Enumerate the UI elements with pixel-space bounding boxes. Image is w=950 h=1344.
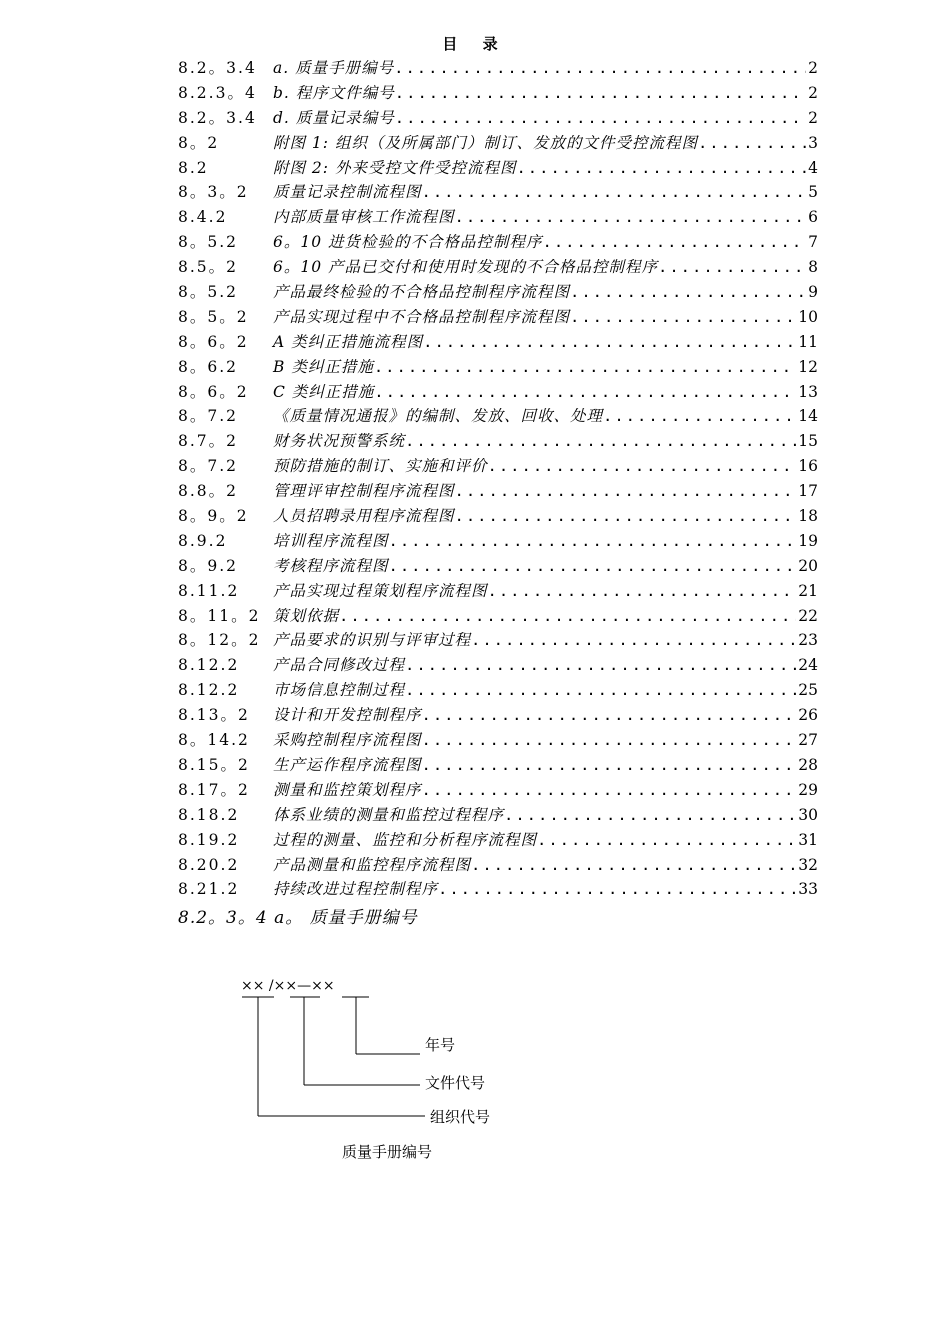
- toc-entry-number: 8。9。2: [178, 507, 249, 526]
- toc-dot-leader: [422, 728, 797, 753]
- toc-entry-title: a. 质量手册编号: [273, 59, 395, 77]
- toc-dot-leader: [471, 853, 796, 878]
- label-organization-code: 组织代号: [430, 1108, 491, 1126]
- toc-entry[interactable]: [178, 678, 818, 703]
- toc-dot-leader: [389, 554, 797, 579]
- toc-dot-leader: [405, 429, 796, 454]
- toc-entry-page: 4: [808, 158, 818, 177]
- toc-entry-page: 24: [798, 656, 818, 675]
- toc-entry-number: 8。9.2: [178, 556, 239, 575]
- toc-entry[interactable]: [178, 877, 818, 902]
- code-format: ×× /××—××: [241, 978, 335, 994]
- toc-entry[interactable]: [178, 628, 818, 653]
- toc-entry-page: 18: [798, 507, 818, 526]
- toc-entry-title: 生产运作程序流程图: [273, 755, 422, 774]
- toc-entry-title: A 类纠正措施流程图: [273, 332, 424, 351]
- toc-entry-number: 8.12.2: [178, 681, 240, 700]
- toc-entry-title: 持续改进过程控制程序: [273, 880, 439, 899]
- toc-entry-number: 8.5。2: [178, 258, 239, 277]
- toc-dot-leader: [422, 778, 797, 803]
- toc-entry[interactable]: [178, 429, 818, 454]
- toc-entry[interactable]: [178, 753, 818, 778]
- toc-entry-page: 32: [798, 855, 818, 874]
- toc-entry-page: 9: [808, 283, 818, 302]
- toc-dot-leader: [374, 355, 796, 380]
- toc-entry-number: 8.2。3.4: [178, 108, 257, 127]
- toc-dot-leader: [405, 653, 796, 678]
- toc-entry-number: 8.17。2: [178, 780, 250, 799]
- toc-dot-leader: [389, 529, 797, 554]
- toc-entry[interactable]: [178, 778, 818, 803]
- toc-entry[interactable]: [178, 255, 818, 280]
- toc-entry-number: 8.21.2: [178, 880, 240, 899]
- toc-entry-number: 8。7.2: [178, 457, 239, 476]
- toc-dot-leader: [471, 628, 796, 653]
- toc-entry[interactable]: [178, 180, 818, 205]
- section-heading: 8.2。3。4 a。 质量手册编号: [178, 908, 418, 928]
- toc-entry-title: 6。10 进货检验的不合格品控制程序: [273, 233, 543, 252]
- toc-entry-title: B 类纠正措施: [273, 357, 374, 376]
- toc-dot-leader: [603, 404, 796, 429]
- toc-entry-title: 附图 1: 组织（及所属部门）制订、发放的文件受控流程图: [273, 133, 698, 152]
- toc-entry-title: 人员招聘录用程序流程图: [273, 507, 455, 526]
- toc-entry-title: 《质量情况通报》的编制、发放、回收、处理: [273, 407, 604, 426]
- toc-entry[interactable]: [178, 106, 818, 131]
- toc-entry[interactable]: [178, 380, 818, 405]
- toc-entry-page: 28: [798, 755, 818, 774]
- toc-entry-number: 8.8。2: [178, 482, 239, 501]
- toc-dot-leader: [395, 106, 806, 131]
- toc-entry-number: 8。5.2: [178, 283, 239, 302]
- toc-entry-page: 13: [798, 382, 818, 401]
- toc-entry-number: 8.18.2: [178, 805, 240, 824]
- toc-entry-page: 23: [798, 631, 818, 650]
- toc-entry[interactable]: [178, 56, 818, 81]
- toc-entry-title: 策划依据: [273, 606, 340, 625]
- toc-dot-leader: [504, 803, 796, 828]
- toc-entry-page: 6: [808, 208, 818, 227]
- toc-entry-title: d. 质量记录编号: [273, 108, 395, 127]
- toc-entry-page: 12: [798, 357, 818, 376]
- toc-entry-page: 2: [808, 59, 818, 77]
- toc-dot-leader: [339, 604, 796, 629]
- diagram-caption: 质量手册编号: [342, 1143, 433, 1161]
- toc-entry-page: 2: [808, 108, 818, 127]
- toc-entry-number: 8.15。2: [178, 755, 250, 774]
- toc-entry-page: 5: [808, 183, 818, 202]
- toc-entry-number: 8。6。2: [178, 332, 249, 351]
- toc-entry[interactable]: [178, 803, 818, 828]
- toc-entry-number: 8。3。2: [178, 183, 249, 202]
- toc-entry-number: 8。6。2: [178, 382, 249, 401]
- toc-entry[interactable]: [178, 404, 818, 429]
- toc-entry[interactable]: [178, 504, 818, 529]
- toc-entry-title: 质量记录控制流程图: [273, 183, 422, 202]
- toc-dot-leader: [423, 330, 796, 355]
- toc-entry-page: 15: [798, 432, 818, 451]
- toc-entry[interactable]: [178, 703, 818, 728]
- toc-dot-leader: [570, 305, 796, 330]
- toc-dot-leader: [374, 380, 796, 405]
- label-document-code: 文件代号: [425, 1074, 486, 1092]
- toc-entry-page: 26: [798, 706, 818, 725]
- toc-dot-leader: [405, 678, 796, 703]
- toc-entry-title: 管理评审控制程序流程图: [273, 482, 455, 501]
- toc-dot-leader: [488, 454, 797, 479]
- toc-entry-number: 8.20.2: [178, 855, 240, 874]
- toc-dot-leader: [516, 156, 806, 181]
- toc-entry[interactable]: [178, 131, 818, 156]
- toc-entry-title: 采购控制程序流程图: [273, 731, 422, 750]
- toc-entry-title: C 类纠正措施: [273, 382, 375, 401]
- toc-dot-leader: [395, 81, 806, 106]
- toc-dot-leader: [422, 703, 797, 728]
- toc-entry-page: 14: [798, 407, 818, 426]
- toc-entry-title: 内部质量审核工作流程图: [273, 208, 455, 227]
- toc-dot-leader: [455, 504, 797, 529]
- toc-entry[interactable]: [178, 728, 818, 753]
- toc-dot-leader: [422, 180, 807, 205]
- toc-entry-title: 财务状况预警系统: [273, 432, 406, 451]
- toc-entry-page: 11: [798, 332, 818, 351]
- toc-entry[interactable]: [178, 156, 818, 181]
- toc-entry-number: 8.13。2: [178, 706, 250, 725]
- toc-entry[interactable]: [178, 853, 818, 878]
- toc-entry-page: 19: [798, 531, 818, 550]
- toc-entry[interactable]: [178, 81, 818, 106]
- toc-entry-title: 考核程序流程图: [273, 556, 389, 575]
- toc-entry-title: 市场信息控制过程: [273, 681, 406, 700]
- toc-entry-number: 8。7.2: [178, 407, 239, 426]
- toc-entry[interactable]: [178, 529, 818, 554]
- toc-entry-number: 8.4.2: [178, 208, 228, 227]
- toc-entry-title: 产品实现过程中不合格品控制程序流程图: [273, 307, 571, 326]
- toc-entry[interactable]: [178, 454, 818, 479]
- toc-entry-title: 测量和监控策划程序: [273, 780, 422, 799]
- toc-entry[interactable]: [178, 305, 818, 330]
- toc-entry-title: 产品测量和监控程序流程图: [273, 855, 472, 874]
- toc-entry-title: 6。10 产品已交付和使用时发现的不合格品控制程序: [273, 258, 659, 277]
- toc-dot-leader: [455, 205, 807, 230]
- toc-entry[interactable]: [178, 653, 818, 678]
- toc-entry-page: 33: [798, 880, 818, 899]
- toc-entry-number: 8。5。2: [178, 307, 249, 326]
- toc-entry-page: 2: [808, 83, 818, 102]
- toc-entry-title: 体系业绩的测量和监控过程程序: [273, 805, 505, 824]
- toc-entry-title: 预防措施的制订、实施和评价: [273, 457, 488, 476]
- toc-entry-number: 8。12。2: [178, 631, 261, 650]
- toc-entry[interactable]: [178, 604, 818, 629]
- toc-entry-page: 21: [798, 581, 818, 600]
- toc-dot-leader: [394, 56, 806, 81]
- toc-entry-number: 8.7。2: [178, 432, 239, 451]
- toc-entry-number: 8。11。2: [178, 606, 261, 625]
- toc-entry-number: 8。6.2: [178, 357, 239, 376]
- toc-entry-number: 8.2: [178, 158, 209, 177]
- toc-entry-number: 8.2。3.4: [178, 59, 257, 77]
- toc-entry-page: 3: [808, 133, 818, 152]
- toc-entry[interactable]: [178, 355, 818, 380]
- toc-title: 目 录: [442, 35, 508, 53]
- toc-entry-number: 8。14.2: [178, 731, 250, 750]
- toc-entry[interactable]: [178, 479, 818, 504]
- toc-entry-page: 29: [798, 780, 818, 799]
- toc-entry[interactable]: [178, 230, 818, 255]
- toc-entry-page: 7: [808, 233, 818, 252]
- table-of-contents: [178, 56, 818, 902]
- toc-entry-page: 10: [798, 307, 818, 326]
- toc-entry-title: 产品合同修改过程: [273, 656, 406, 675]
- toc-entry-page: 27: [798, 731, 818, 750]
- toc-entry[interactable]: [178, 579, 818, 604]
- toc-entry-page: 17: [798, 482, 818, 501]
- toc-dot-leader: [422, 753, 797, 778]
- toc-entry-number: 8.11.2: [178, 581, 240, 600]
- toc-dot-leader: [698, 131, 806, 156]
- toc-dot-leader: [455, 479, 797, 504]
- toc-dot-leader: [543, 230, 807, 255]
- toc-entry-page: 25: [798, 681, 818, 700]
- toc-entry[interactable]: [178, 280, 818, 305]
- toc-entry[interactable]: [178, 828, 818, 853]
- toc-dot-leader: [488, 579, 797, 604]
- toc-dot-leader: [438, 877, 796, 902]
- toc-entry-title: 产品要求的识别与评审过程: [273, 631, 472, 650]
- toc-entry-title: 过程的测量、监控和分析程序流程图: [273, 830, 538, 849]
- toc-entry-number: 8.19.2: [178, 830, 240, 849]
- toc-entry-page: 8: [808, 258, 818, 277]
- toc-dot-leader: [537, 828, 796, 853]
- toc-entry-page: 31: [798, 830, 818, 849]
- toc-entry-title: b. 程序文件编号: [273, 83, 395, 102]
- label-year: 年号: [425, 1036, 456, 1054]
- toc-entry-page: 16: [798, 457, 818, 476]
- toc-entry-page: 30: [798, 805, 818, 824]
- toc-entry[interactable]: [178, 554, 818, 579]
- toc-entry-number: 8。5.2: [178, 233, 239, 252]
- toc-dot-leader: [658, 255, 806, 280]
- toc-entry-number: 8.12.2: [178, 656, 240, 675]
- toc-entry[interactable]: [178, 330, 818, 355]
- toc-entry-page: 20: [798, 556, 818, 575]
- toc-entry-title: 产品最终检验的不合格品控制程序流程图: [273, 283, 571, 302]
- toc-entry-page: 22: [798, 606, 818, 625]
- toc-entry-title: 设计和开发控制程序: [273, 706, 422, 725]
- toc-entry-title: 培训程序流程图: [273, 531, 389, 550]
- toc-entry-number: 8。2: [178, 133, 220, 152]
- toc-entry-title: 附图 2: 外来受控文件受控流程图: [273, 158, 517, 177]
- toc-entry[interactable]: [178, 205, 818, 230]
- toc-entry-number: 8.2.3。4: [178, 83, 257, 102]
- toc-entry-number: 8.9.2: [178, 531, 228, 550]
- toc-entry-title: 产品实现过程策划程序流程图: [273, 581, 488, 600]
- toc-dot-leader: [570, 280, 806, 305]
